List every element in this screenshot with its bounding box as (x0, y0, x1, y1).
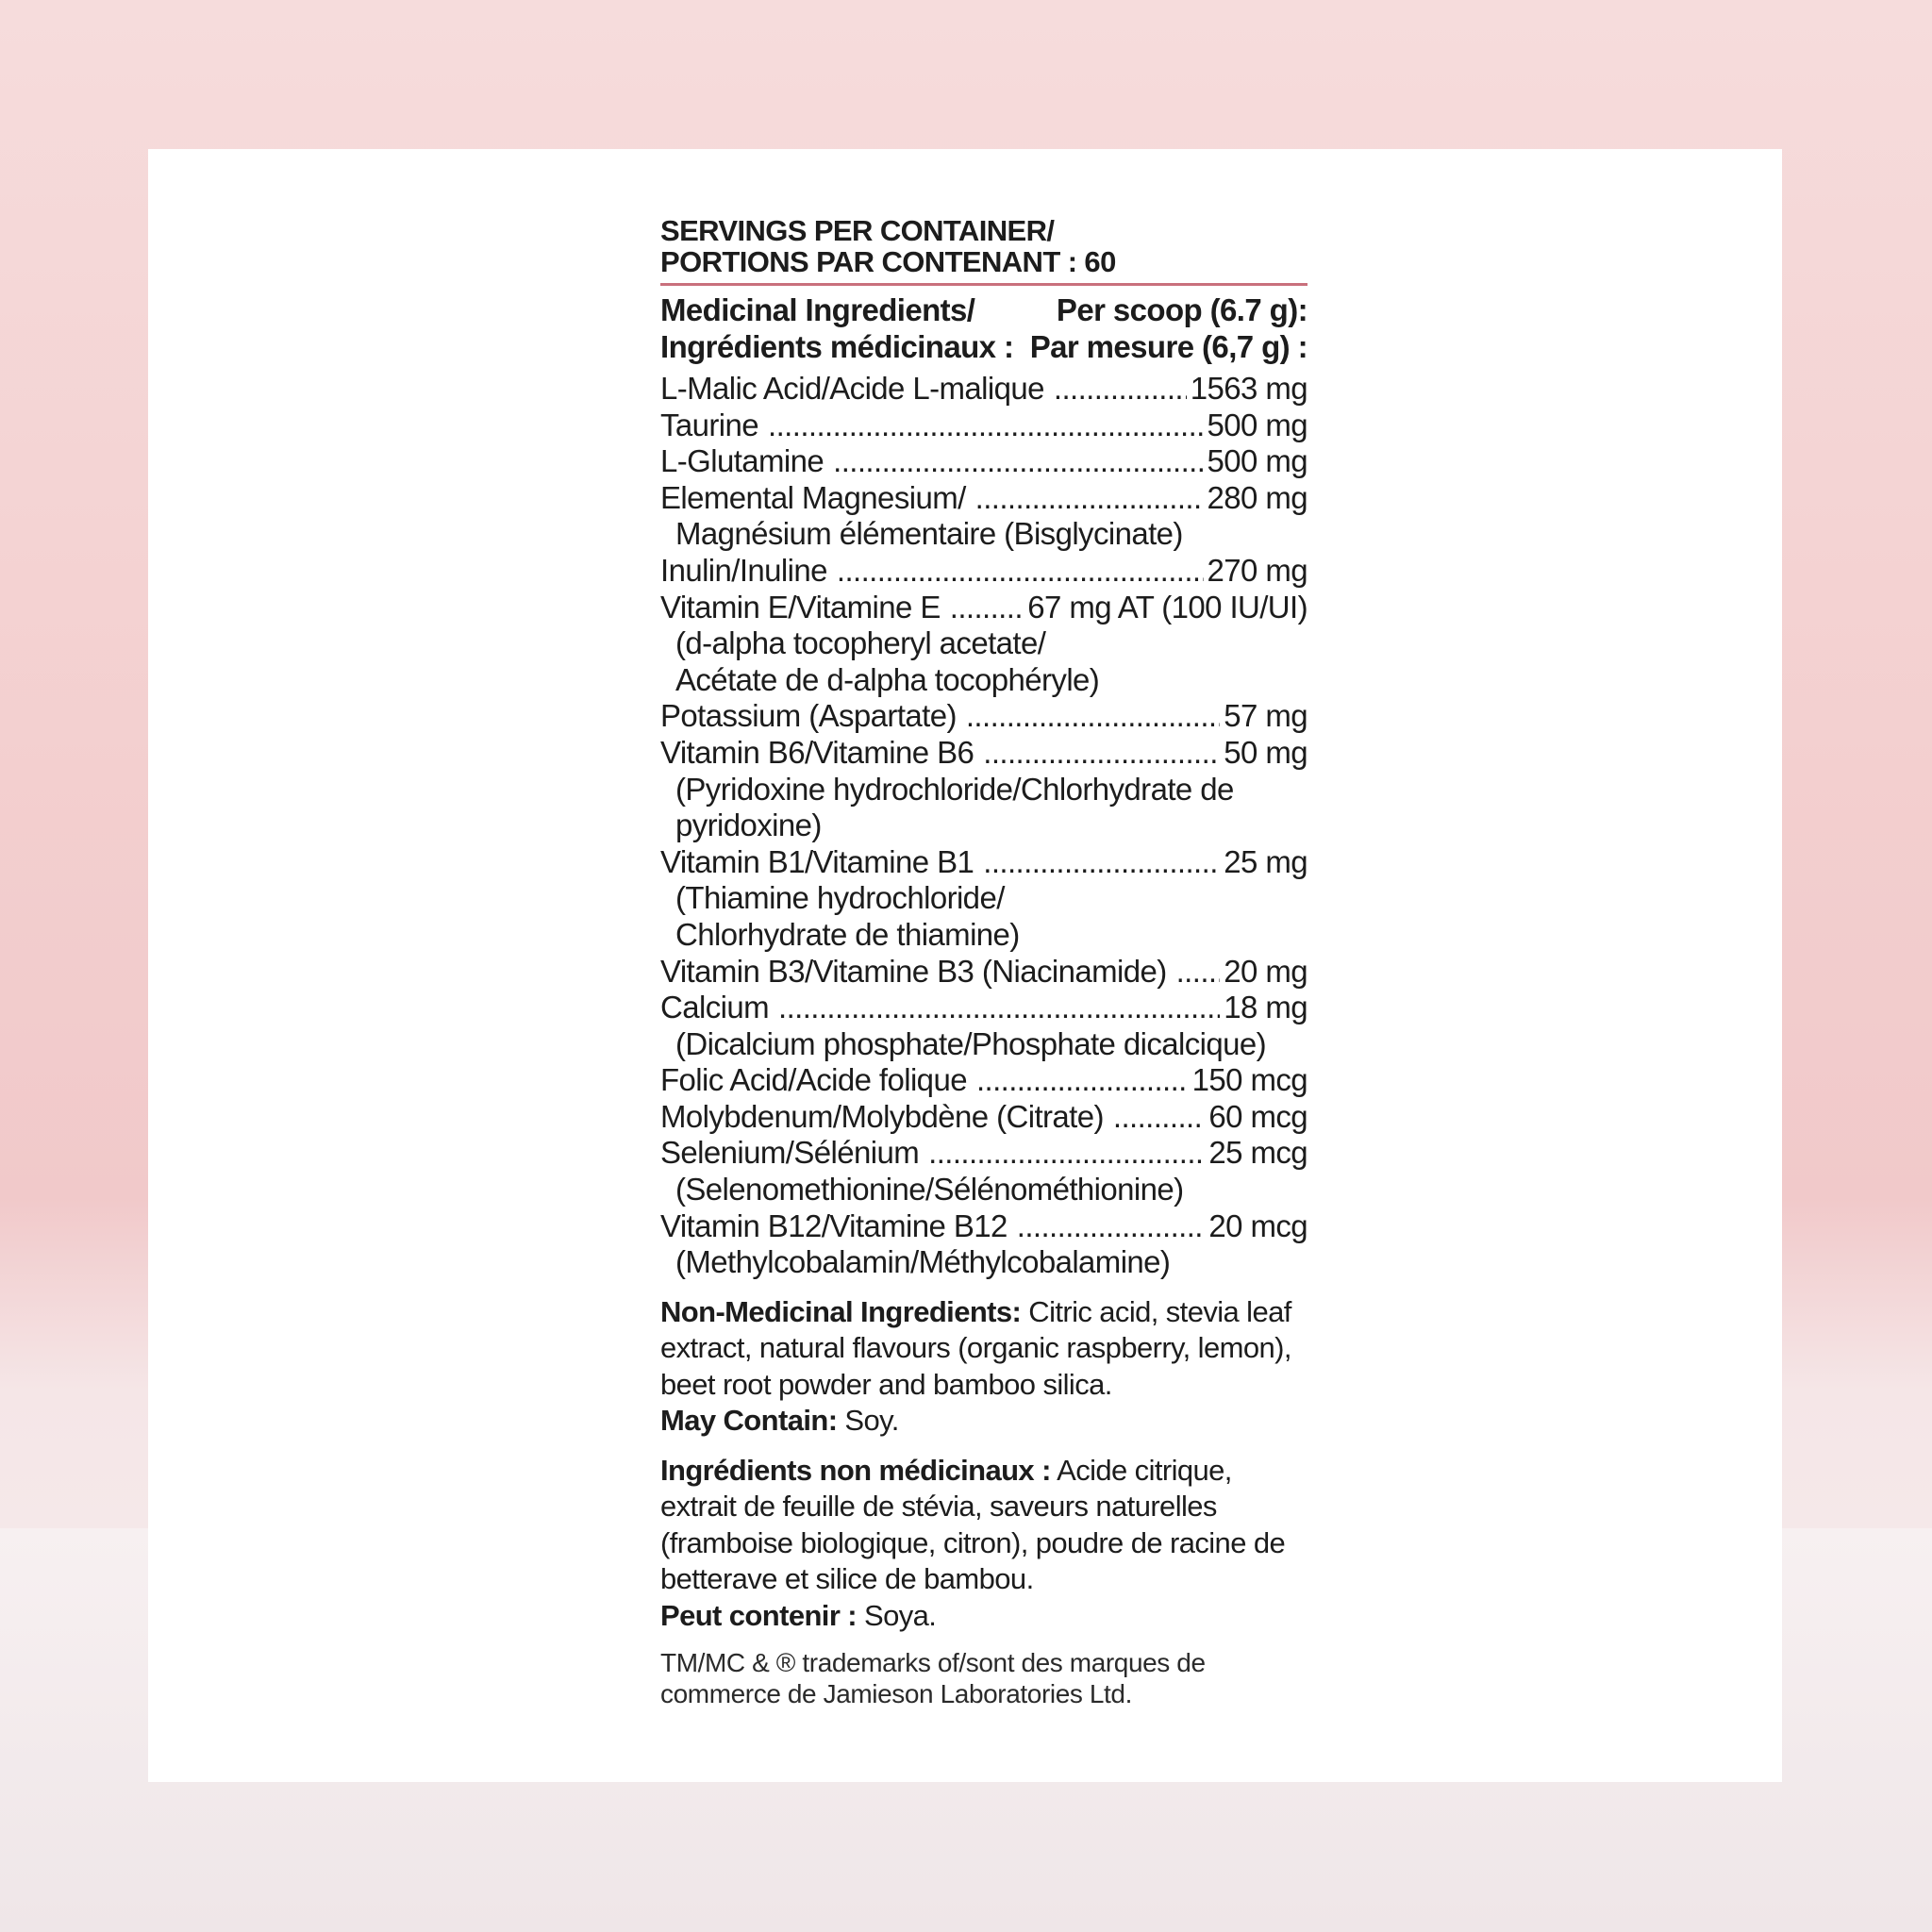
dot-leader (1113, 1099, 1205, 1136)
ingredient-amount: 1563 mg (1190, 371, 1307, 406)
ingredient-amount: 57 mg (1224, 698, 1307, 734)
ingredient-row (660, 590, 1307, 626)
ingredient-source: Magnésium élémentaire (Bisglycinate) (675, 516, 1183, 552)
ingredient-amount: 150 mcg (1191, 1062, 1307, 1098)
servings-per-container (660, 215, 1307, 286)
non-medicinal-en-text: Citric acid, stevia leaf extract, natural flavours (organic raspberry, lemon), beet root powder and bamboo silica. (660, 1294, 1291, 1401)
supplement-facts-label (660, 215, 1307, 1709)
header-medicinal-fr: Ingrédients médicinaux : (660, 329, 1014, 364)
ingredient-amount: 20 mcg (1208, 1208, 1307, 1243)
dot-leader (1017, 1208, 1206, 1245)
ingredient-name: Vitamin E/Vitamine E (660, 589, 941, 625)
ingredient-row (660, 408, 1307, 444)
dot-leader (1054, 371, 1187, 408)
dot-leader (837, 553, 1204, 590)
ingredient-name: Vitamin B3/Vitamine B3 (Niacinamide) (660, 953, 1167, 989)
ingredient-amount: 280 mg (1207, 479, 1307, 515)
ingredient-row (660, 1099, 1307, 1136)
ingredients-header (660, 291, 1307, 371)
non-medicinal-fr (660, 1453, 1307, 1598)
dot-leader (983, 735, 1220, 772)
trademark-line-1: TM/MC & ® trademarks of/sont des marques de (660, 1648, 1206, 1678)
ingredient-source: (d-alpha tocopheryl acetate/ (675, 625, 1046, 661)
may-contain-en-label: May Contain: (660, 1404, 838, 1438)
ingredient-amount: 18 mg (1224, 990, 1307, 1025)
ingredient-row (660, 735, 1307, 772)
may-contain-fr-label: Peut contenir : (660, 1598, 858, 1632)
ingredient-source: Chlorhydrate de thiamine) (675, 916, 1020, 952)
dot-leader (966, 698, 1220, 735)
may-contain-fr-text: Soya. (857, 1598, 937, 1632)
ingredient-name: Folic Acid/Acide folique (660, 1062, 967, 1098)
ingredient-name: Calcium (660, 990, 769, 1025)
dot-leader (975, 480, 1204, 517)
servings-line-en: SERVINGS PER CONTAINER/ (660, 214, 1055, 247)
ingredient-name: Taurine (660, 407, 759, 442)
ingredient-source: (Dicalcium phosphate/Phosphate dicalcique) (675, 1025, 1267, 1061)
ingredient-name: Vitamin B1/Vitamine B1 (660, 843, 974, 879)
may-contain-en (660, 1403, 1307, 1440)
ingredient-name: Vitamin B6/Vitamine B6 (660, 734, 974, 770)
ingredient-row (660, 480, 1307, 517)
ingredient-row (660, 1208, 1307, 1245)
dot-leader (1176, 954, 1221, 991)
header-right (1030, 291, 1307, 365)
ingredient-name: Selenium/Sélénium (660, 1135, 920, 1171)
ingredient-amount: 25 mg (1224, 843, 1307, 879)
ingredient-amount: 25 mcg (1208, 1135, 1307, 1171)
ingredient-amount: 20 mg (1224, 953, 1307, 989)
ingredient-source: pyridoxine) (675, 808, 822, 843)
dot-leader (976, 1062, 1189, 1099)
dot-leader (778, 990, 1220, 1026)
medicinal-ingredients-list (660, 371, 1307, 1281)
non-medicinal-fr-text: Acide citrique, extrait de feuille de stévia, saveurs naturelles (framboise biologique, citron), poudre de racine de betterave et silice de bambou. (660, 1453, 1286, 1596)
dot-leader (950, 590, 1024, 626)
ingredient-name: Elemental Magnesium/ (660, 479, 966, 515)
dot-leader (833, 443, 1203, 480)
trademark-line-2: commerce de Jamieson Laboratories Ltd. (660, 1679, 1132, 1709)
ingredient-amount: 50 mg (1224, 734, 1307, 770)
ingredient-source: (Thiamine hydrochloride/ (675, 880, 1005, 916)
non-medicinal-fr-label: Ingrédients non médicinaux : (660, 1453, 1051, 1487)
non-medicinal-en-label: Non-Medicinal Ingredients: (660, 1294, 1022, 1328)
ingredient-row (660, 954, 1307, 991)
ingredient-row (660, 1135, 1307, 1172)
may-contain-fr (660, 1598, 1307, 1635)
ingredient-row (660, 698, 1307, 735)
ingredient-name: Vitamin B12/Vitamine B12 (660, 1208, 1008, 1243)
ingredient-name: Inulin/Inuline (660, 552, 827, 588)
header-medicinal-en: Medicinal Ingredients/ (660, 292, 975, 327)
ingredient-amount: 270 mg (1207, 552, 1307, 588)
ingredient-source: (Selenomethionine/Sélénométhionine) (675, 1172, 1184, 1208)
ingredient-name: L-Glutamine (660, 443, 824, 479)
dot-leader (768, 408, 1203, 444)
ingredient-name: Molybdenum/Molybdène (Citrate) (660, 1098, 1104, 1134)
may-contain-en-text: Soy. (837, 1404, 899, 1438)
ingredient-row (660, 1062, 1307, 1099)
ingredient-amount: 67 mg AT (100 IU/UI) (1027, 589, 1307, 625)
ingredient-amount: 500 mg (1207, 407, 1307, 442)
non-medicinal-en (660, 1294, 1307, 1404)
ingredient-amount: 60 mcg (1208, 1098, 1307, 1134)
ingredient-amount: 500 mg (1207, 443, 1307, 479)
ingredient-row (660, 553, 1307, 590)
servings-line-fr: PORTIONS PAR CONTENANT : 60 (660, 245, 1116, 278)
ingredient-row (660, 990, 1307, 1026)
ingredient-source: (Pyridoxine hydrochloride/Chlorhydrate de (675, 771, 1234, 807)
ingredient-name: Potassium (Aspartate) (660, 698, 957, 734)
ingredient-name: L-Malic Acid/Acide L-malique (660, 371, 1044, 406)
ingredient-source: (Methylcobalamin/Méthylcobalamine) (675, 1244, 1171, 1280)
dot-leader (928, 1135, 1205, 1172)
header-left (660, 291, 1013, 365)
ingredient-row (660, 844, 1307, 881)
ingredient-row (660, 443, 1307, 480)
ingredient-source: Acétate de d-alpha tocophéryle) (675, 661, 1100, 697)
trademark-notice (660, 1647, 1307, 1709)
header-per-scoop-en: Per scoop (6.7 g): (1056, 292, 1307, 327)
header-per-scoop-fr: Par mesure (6,7 g) : (1029, 329, 1307, 364)
ingredient-row (660, 371, 1307, 408)
dot-leader (983, 844, 1220, 881)
